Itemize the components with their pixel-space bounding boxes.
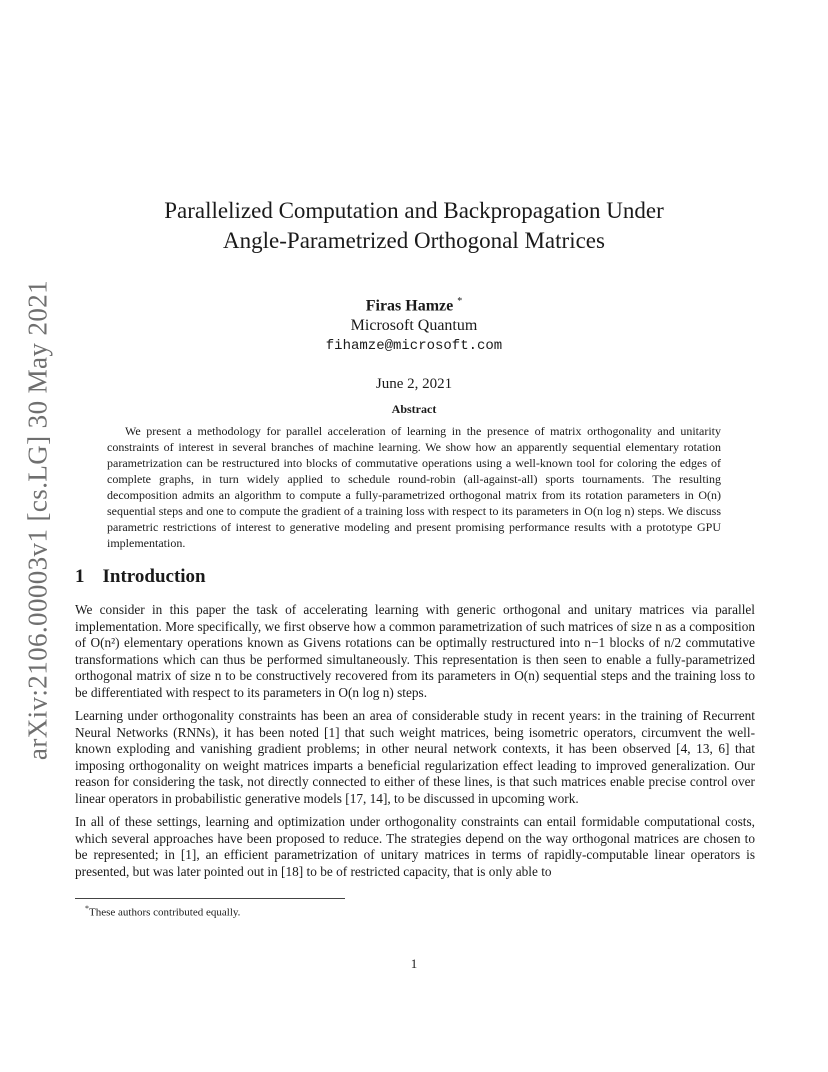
page-number: 1 xyxy=(410,956,418,971)
introduction-section xyxy=(75,566,755,887)
footnote-mark: * xyxy=(85,904,89,913)
title-line-2: Angle-Parametrized Orthogonal Matrices xyxy=(223,228,605,253)
abstract-section xyxy=(107,402,721,551)
section-title: Introduction xyxy=(102,566,206,587)
paragraph: Learning under orthogonality constraints has been an area of considerable study in recent years: in the training of Recurrent Neural Networks (RNNs), it has been noted [1] that such weight matrices, being isometric operators, circumvent the well-known exploding and vanishing gradient problems; in other neural network contexts, it has been observed [4, 13, 6] that imposing orthogonality on weight matrices imparts a beneficial regularization effect leading to improved generalization. Our reason for considering the task, not directly connected to either of these lines, is that such matrices enable precise control over linear operators in probabilistic generative models [17, 14], to be discussed in upcoming work. xyxy=(75,708,755,806)
section-heading xyxy=(75,566,755,588)
footnote xyxy=(85,902,240,920)
paper-date: June 2, 2021 xyxy=(375,376,453,393)
paragraph: In all of these settings, learning and optimization under orthogonality constraints can entail formidable computational costs, which several approaches have been proposed to reduce. The strategies depend on the way orthogonal matrices are chosen to be represented; in [1], an efficient parametrization of unitary matrices in terms of rapidly-computable linear operators is presented, but was later pointed out in [18] to be of restricted capacity, that is only able to xyxy=(75,814,755,879)
title-block xyxy=(0,196,828,394)
arxiv-identifier: arXiv:2106.00003v1 [cs.LG] 30 May 2021 xyxy=(22,279,53,761)
title-line-1: Parallelized Computation and Backpropagation Under xyxy=(164,198,664,223)
abstract-text: We present a methodology for parallel acceleration of learning in the presence of matrix orthogonality and unitarity constraints of interest in several branches of machine learning. We show how an apparently sequential elementary rotation parametrization can be restructured into blocks of commutative operations using a well-known tool for coloring the edges of complete graphs, in turn widely applied to schedule round-robin (all-against-all) sports tournaments. The resulting decomposition admits an algorithm to compute a fully-parametrized orthogonal matrix from its rotation parameters in O(n) sequential steps and one to compute the gradient of a training loss with respect to its parameters in O(n log n) steps. We discuss parametric restrictions of interest to generative modeling and present promising performance results with a prototype GPU implementation. xyxy=(107,424,721,550)
author-affiliation: Microsoft Quantum xyxy=(350,317,478,335)
footnote-divider xyxy=(75,898,345,899)
author-name: Firas Hamze xyxy=(365,297,454,315)
author-footnote-mark: * xyxy=(457,296,463,307)
section-body xyxy=(75,602,755,880)
author-line xyxy=(0,292,828,316)
section-number: 1 xyxy=(75,566,85,587)
footnote-text: These authors contributed equally. xyxy=(89,906,241,919)
abstract-heading: Abstract xyxy=(391,402,437,416)
paragraph: We consider in this paper the task of accelerating learning with generic orthogonal and unitary matrices via parallel implementation. More specifically, we first observe how a common parametrization of such matrices of size n as a composition of O(n²) elementary operations known as Givens rotations can be optimally restructured into n−1 blocks of n/2 commutative transformations which can thus be performed simultaneously. This representation is then seen to enable a fully-parametrized orthogonal matrix of size n to be constructively recovered from its parameters in O(n) sequential steps and the training loss to be differentiated with respect to its parameters in O(n log n) steps. xyxy=(75,602,755,700)
author-email: fihamze@microsoft.com xyxy=(325,338,503,355)
paper-title xyxy=(0,196,828,256)
